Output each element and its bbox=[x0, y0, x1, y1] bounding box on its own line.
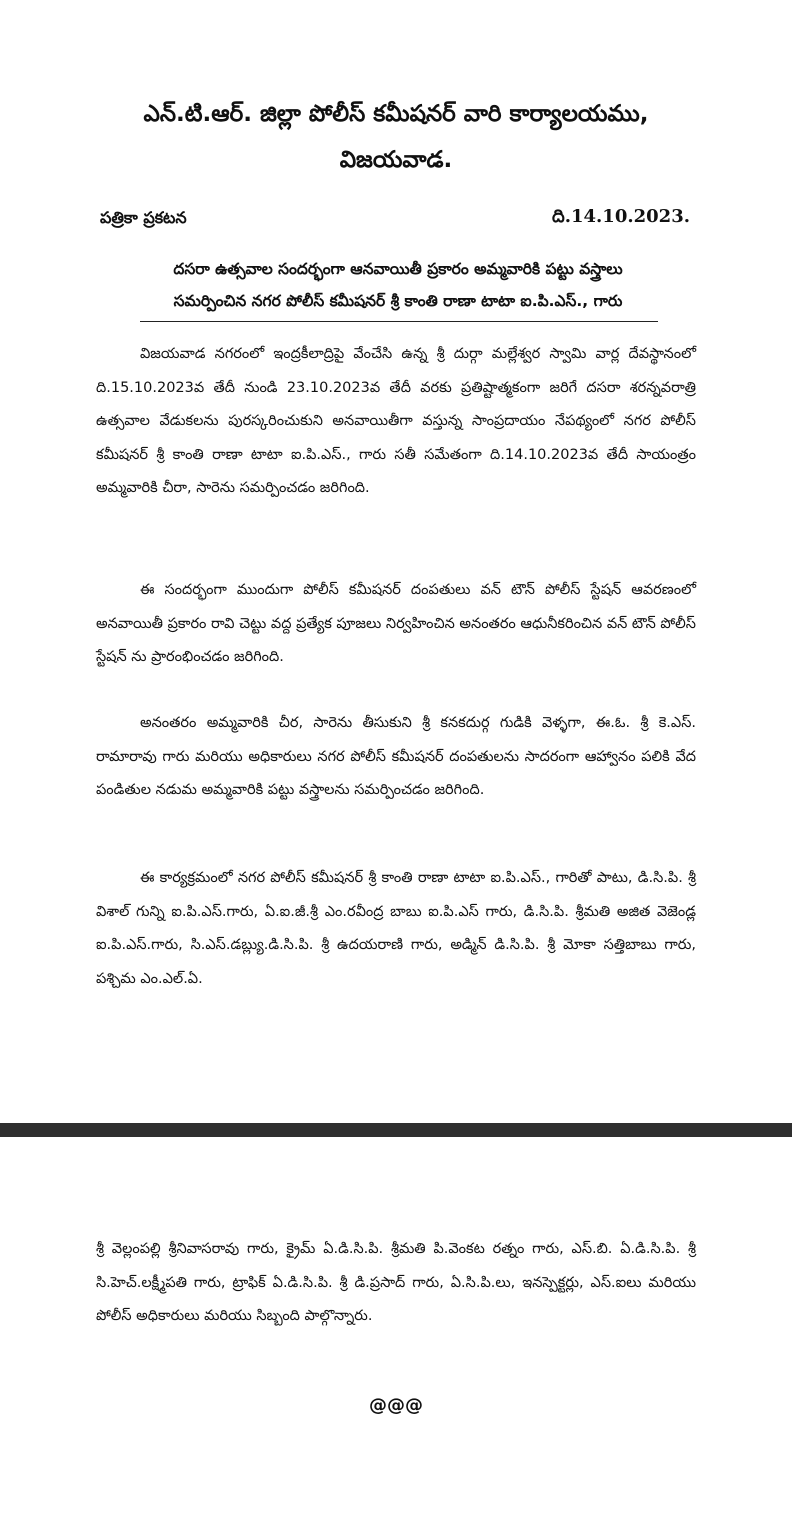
subject-line-1: దసరా ఉత్సవాల సందర్భంగా ఆనవాయితీ ప్రకారం అమ్మవారికి పట్టు వస్త్రాలు bbox=[173, 260, 623, 278]
body-paragraph-4-continued: శ్రీ వెల్లంపల్లి శ్రీనివాసరావు గారు, క్రైమ్ ఏ.డి.సి.పి. శ్రీమతి పి.వెంకట రత్నం గారు, ఎస్.బి. ఏ.డి.సి.పి. శ్రీ సి.హెచ్.లక్ష్మీపతి గారు, ట్రాఫిక్ ఏ.డి.సి.పి. శ్రీ డి.ప్రసాద్ గారు, ఏ.సి.పి.లు, ఇనస్పెక్టర్లు, ఎస్.ఐలు మరియు పోలీస్ అధికారులు మరియు సిబ్బంది పాల్గొన్నారు. bbox=[96, 1241, 696, 1324]
office-city: విజయవాడ. bbox=[339, 147, 453, 173]
subject-line-2: సమర్పించిన నగర పోలీస్ కమీషనర్ శ్రీ కాంతి రాణా టాటా ఐ.పి.ఎస్., గారు bbox=[173, 292, 623, 310]
body-paragraph-4: ఈ కార్యక్రమంలో నగర పోలీస్ కమీషనర్ శ్రీ కాంతి రాణా టాటా ఐ.పి.ఎస్., గారితో పాటు, డి.సి.పి. శ్రీ విశాల్ గున్ని ఐ.పి.ఎస్.గారు, ఏ.ఐ.జీ.శ్రీ ఎం.రవీంద్ర బాబు ఐ.పి.ఎస్ గారు, డి.సి.పి. శ్రీమతి అజిత వెజెండ్ల ఐ.పి.ఎస్.గారు, సి.ఎస్.డబ్ల్యు.డి.సి.పి. శ్రీ ఉదయరాణి గారు, అడ్మిన్ డి.సి.పి. శ్రీ మోకా సత్తిబాబు గారు, పశ్చిమ ఎం.ఎల్.ఏ. bbox=[96, 870, 696, 987]
press-release-label: పత్రికా ప్రకటన bbox=[100, 208, 187, 227]
body-paragraph-1: విజయవాడ నగరంలో ఇంద్రకీలాద్రిపై వేంచేసి ఉన్న శ్రీ దుర్గా మల్లేశ్వర స్వామి వార్ల దేవస్థానంలో ది.15.10.2023వ తేదీ నుండి 23.10.2023వ తేదీ వరకు ప్రతిష్టాత్మకంగా జరిగే దసరా శరన్నవరాత్రి ఉత్సవాల వేడుకలను పురస్కరించుకుని అనవాయితీగా వస్తున్న సాంప్రదాయం నేపథ్యంలో నగర పోలీస్ కమీషనర్ శ్రీ కాంతి రాణా టాటా ఐ.పి.ఎస్., గారు సతీ సమేతంగా ది.14.10.2023వ తేదీ సాయంత్రం అమ్మవారికి చీరా, సారెను సమర్పించడం జరిగింది. bbox=[96, 346, 696, 496]
end-mark: @@@ bbox=[369, 1395, 423, 1416]
page-break-divider bbox=[0, 1123, 792, 1137]
body-paragraph-3: అనంతరం అమ్మవారికి చీర, సారెను తీసుకుని శ్రీ కనకదుర్గ గుడికి వెళ్ళగా, ఈ.ఓ. శ్రీ కె.ఎస్. రామారావు గారు మరియు అధికారులు నగర పోలీస్ కమీషనర్ దంపతులను సాదరంగా ఆహ్వానం పలికి వేద పండితుల నడుమ అమ్మవారికి పట్టు వస్త్రాలను సమర్పించడం జరిగింది. bbox=[96, 715, 696, 798]
release-date: ది.14.10.2023. bbox=[552, 206, 690, 227]
body-paragraph-2: ఈ సందర్భంగా ముందుగా పోలీస్ కమీషనర్ దంపతులు వన్ టౌన్ పోలీస్ స్టేషన్ ఆవరణంలో అనవాయితీ ప్రకారం రావి చెట్టు వద్ద ప్రత్యేక పూజలు నిర్వహించిన అనంతరం ఆధునీకరించిన వన్ టౌన్ పోలీస్ స్టేషన్ ను ప్రారంభించడం జరిగింది. bbox=[96, 582, 696, 665]
office-title: ఎన్.టి.ఆర్. జిల్లా పోలీస్ కమీషనర్ వారి కార్యాలయము, bbox=[143, 101, 649, 127]
subject-underline bbox=[140, 321, 658, 322]
